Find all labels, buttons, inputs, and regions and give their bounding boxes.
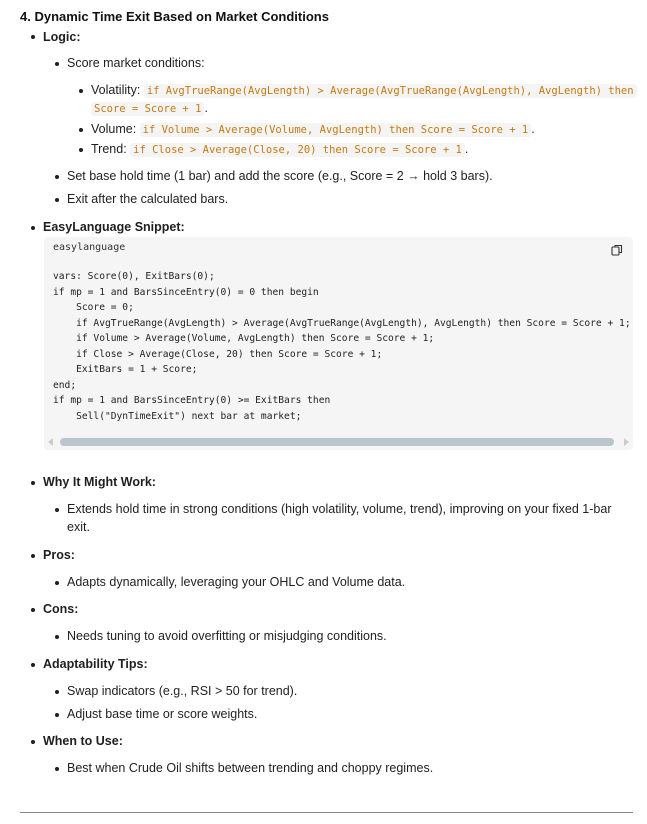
bullet xyxy=(31,226,35,230)
volatility-code: if AvgTrueRange(AvgLength) > Average(AvgTrueRange(AvgLength), AvgLength) then xyxy=(144,84,637,98)
bullet xyxy=(55,175,59,179)
bullet xyxy=(31,608,35,612)
bullet xyxy=(31,35,35,39)
logic-label: Logic: xyxy=(43,30,81,44)
bullet xyxy=(31,740,35,744)
code-line: Score = 0; xyxy=(53,302,134,313)
code-line: if Volume > Average(Volume, AvgLength) then Score = Score + 1; xyxy=(53,333,435,344)
code-block xyxy=(44,237,633,450)
bullet xyxy=(55,767,59,771)
base-hold-text: Set base hold time (1 bar) and add the score (e.g., Score = 2 → hold 3 bars). xyxy=(67,169,493,183)
score-intro: Score market conditions: xyxy=(67,56,205,70)
period: . xyxy=(531,122,535,136)
bullet xyxy=(55,581,59,585)
code-line: if AvgTrueRange(AvgLength) > Average(AvgTrueRange(AvgLength), AvgLength) then Score = Score + 1; xyxy=(53,318,631,329)
scroll-right-icon[interactable] xyxy=(624,438,629,446)
volatility-line-cont xyxy=(91,99,208,118)
copy-icon[interactable] xyxy=(611,243,623,255)
why-text-cont: exit. xyxy=(67,520,90,534)
volume-line xyxy=(91,120,535,139)
tips-label: Adaptability Tips: xyxy=(43,657,148,671)
bullet xyxy=(79,148,83,152)
trend-line xyxy=(91,140,468,159)
code-line: vars: Score(0), ExitBars(0); xyxy=(53,271,215,282)
volatility-line xyxy=(91,81,637,100)
volume-label: Volume: xyxy=(91,122,140,136)
tip-item: Swap indicators (e.g., RSI > 50 for trend). xyxy=(67,684,298,698)
section-heading: 4. Dynamic Time Exit Based on Market Conditions xyxy=(20,9,329,24)
bullet xyxy=(55,62,59,66)
code-line: if Close > Average(Close, 20) then Score = Score + 1; xyxy=(53,349,383,360)
volatility-code-cont: Score = Score + 1 xyxy=(91,102,204,116)
trend-code: if Close > Average(Close, 20) then Score = Score + 1 xyxy=(130,143,465,157)
when-text: Best when Crude Oil shifts between trending and choppy regimes. xyxy=(67,761,434,775)
volatility-label: Volatility: xyxy=(91,83,144,97)
code-line: end; xyxy=(53,380,77,391)
period: . xyxy=(204,101,208,115)
trend-label: Trend: xyxy=(91,142,131,156)
bullet xyxy=(55,690,59,694)
scroll-left-icon[interactable] xyxy=(48,438,53,446)
tip-item: Adjust base time or score weights. xyxy=(67,707,258,721)
pros-label: Pros: xyxy=(43,548,75,562)
bullet xyxy=(31,554,35,558)
bullet xyxy=(31,481,35,485)
pros-text: Adapts dynamically, leveraging your OHLC and Volume data. xyxy=(67,575,406,589)
cons-text: Needs tuning to avoid overfitting or misjudging conditions. xyxy=(67,629,387,643)
exit-after-text: Exit after the calculated bars. xyxy=(67,192,229,206)
bullet xyxy=(79,128,83,132)
volume-code: if Volume > Average(Volume, AvgLength) then Score = Score + 1 xyxy=(140,123,532,137)
scrollbar-thumb[interactable] xyxy=(60,438,614,446)
code-line: if mp = 1 and BarsSinceEntry(0) >= ExitBars then xyxy=(53,395,331,406)
why-label: Why It Might Work: xyxy=(43,475,156,489)
horizontal-scrollbar[interactable] xyxy=(44,436,633,450)
bullet xyxy=(79,89,83,93)
why-text: Extends hold time in strong conditions (high volatility, volume, trend), improving on your fixed 1-bar xyxy=(67,502,612,516)
snippet-label: EasyLanguage Snippet: xyxy=(43,220,185,234)
bullet xyxy=(31,663,35,667)
bullet xyxy=(55,635,59,639)
divider xyxy=(20,812,633,813)
code-line: Sell("DynTimeExit") next bar at market; xyxy=(53,411,302,422)
bullet xyxy=(55,198,59,202)
cons-label: Cons: xyxy=(43,602,79,616)
bullet xyxy=(55,508,59,512)
period: . xyxy=(464,142,469,156)
bullet xyxy=(55,713,59,717)
when-label: When to Use: xyxy=(43,734,123,748)
code-language: easylanguage xyxy=(53,242,126,253)
code-line: if mp = 1 and BarsSinceEntry(0) = 0 then begin xyxy=(53,287,319,298)
code-line: ExitBars = 1 + Score; xyxy=(53,364,198,375)
